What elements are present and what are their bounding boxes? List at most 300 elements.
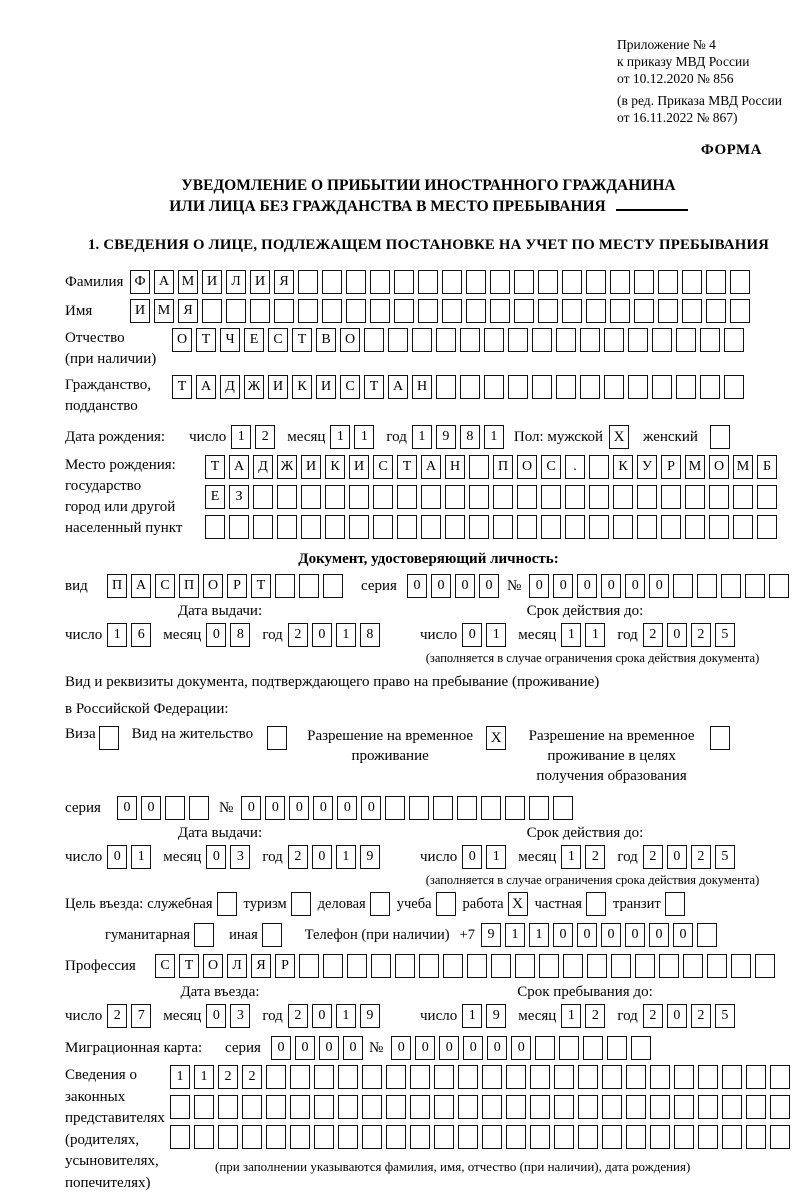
form-cell[interactable]: Д [253, 455, 273, 479]
form-cell[interactable]: 1 [505, 923, 525, 947]
form-cell[interactable] [397, 515, 417, 539]
form-cell[interactable] [397, 485, 417, 509]
form-cell[interactable]: С [155, 574, 175, 598]
form-cell[interactable] [458, 1065, 478, 1089]
form-cell[interactable]: 1 [561, 1004, 581, 1028]
form-cell[interactable]: 0 [649, 574, 669, 598]
form-cell[interactable] [322, 270, 342, 294]
form-cell[interactable] [275, 574, 295, 598]
form-cell[interactable] [505, 796, 525, 820]
form-cell[interactable]: 0 [206, 1004, 226, 1028]
form-cell[interactable] [226, 299, 246, 323]
form-cell[interactable]: П [107, 574, 127, 598]
form-cell[interactable] [314, 1125, 334, 1149]
form-cell[interactable] [466, 299, 486, 323]
form-cell[interactable]: Я [178, 299, 198, 323]
form-cell[interactable]: 1 [354, 425, 374, 449]
form-cell[interactable] [484, 375, 504, 399]
form-cell[interactable] [650, 1095, 670, 1119]
form-cell[interactable] [434, 1095, 454, 1119]
form-cell[interactable]: 1 [330, 425, 350, 449]
form-cell[interactable]: 2 [585, 1004, 605, 1028]
form-cell[interactable] [733, 515, 753, 539]
form-cell[interactable] [709, 485, 729, 509]
form-cell[interactable] [421, 485, 441, 509]
form-cell[interactable]: 2 [288, 845, 308, 869]
form-cell[interactable]: 8 [360, 623, 380, 647]
form-cell[interactable] [371, 954, 391, 978]
form-cell[interactable] [394, 299, 414, 323]
form-cell[interactable] [530, 1065, 550, 1089]
form-cell[interactable]: Л [227, 954, 247, 978]
form-cell[interactable] [556, 328, 576, 352]
form-cell[interactable] [205, 515, 225, 539]
form-cell[interactable]: 0 [312, 623, 332, 647]
form-cell[interactable]: 0 [673, 923, 693, 947]
form-cell[interactable] [362, 1095, 382, 1119]
form-cell[interactable] [658, 270, 678, 294]
form-cell[interactable] [298, 299, 318, 323]
form-cell[interactable]: 0 [479, 574, 499, 598]
form-cell[interactable]: К [292, 375, 312, 399]
form-cell[interactable]: 1 [194, 1065, 214, 1089]
form-cell[interactable] [506, 1125, 526, 1149]
form-cell[interactable] [721, 574, 741, 598]
form-cell[interactable] [746, 1095, 766, 1119]
form-cell[interactable]: 0 [141, 796, 161, 820]
form-cell[interactable]: Т [179, 954, 199, 978]
form-cell[interactable]: М [685, 455, 705, 479]
purpose-humanitarian-checkbox[interactable] [194, 923, 214, 947]
form-cell[interactable] [532, 328, 552, 352]
form-cell[interactable] [410, 1125, 430, 1149]
form-cell[interactable]: Я [251, 954, 271, 978]
form-cell[interactable]: 8 [230, 623, 250, 647]
form-cell[interactable]: 2 [107, 1004, 127, 1028]
form-cell[interactable]: 0 [271, 1036, 291, 1060]
form-cell[interactable] [565, 485, 585, 509]
form-cell[interactable]: 2 [288, 623, 308, 647]
form-cell[interactable]: О [709, 455, 729, 479]
form-cell[interactable] [707, 954, 727, 978]
form-cell[interactable] [602, 1095, 622, 1119]
form-cell[interactable] [347, 954, 367, 978]
form-cell[interactable]: Н [412, 375, 432, 399]
form-cell[interactable] [554, 1125, 574, 1149]
form-cell[interactable] [514, 299, 534, 323]
form-cell[interactable] [746, 1065, 766, 1089]
form-cell[interactable] [722, 1095, 742, 1119]
form-cell[interactable]: И [301, 455, 321, 479]
form-cell[interactable]: 0 [312, 1004, 332, 1028]
form-cell[interactable] [443, 954, 463, 978]
form-cell[interactable] [661, 485, 681, 509]
purpose-business-checkbox[interactable] [370, 892, 390, 916]
form-cell[interactable] [325, 485, 345, 509]
form-cell[interactable] [553, 796, 573, 820]
form-cell[interactable] [469, 455, 489, 479]
form-cell[interactable] [562, 299, 582, 323]
form-cell[interactable]: 0 [295, 1036, 315, 1060]
form-cell[interactable] [481, 796, 501, 820]
form-cell[interactable] [325, 515, 345, 539]
form-cell[interactable] [436, 375, 456, 399]
form-cell[interactable] [386, 1095, 406, 1119]
form-cell[interactable]: 1 [336, 1004, 356, 1028]
form-cell[interactable]: 0 [667, 1004, 687, 1028]
form-cell[interactable] [395, 954, 415, 978]
form-cell[interactable]: Т [364, 375, 384, 399]
form-cell[interactable] [362, 1125, 382, 1149]
form-cell[interactable] [746, 1125, 766, 1149]
form-cell[interactable]: 0 [415, 1036, 435, 1060]
form-cell[interactable] [610, 299, 630, 323]
form-cell[interactable] [242, 1125, 262, 1149]
form-cell[interactable]: 1 [529, 923, 549, 947]
form-cell[interactable] [652, 328, 672, 352]
form-cell[interactable] [170, 1125, 190, 1149]
form-cell[interactable]: 0 [487, 1036, 507, 1060]
form-cell[interactable] [314, 1065, 334, 1089]
form-cell[interactable] [467, 954, 487, 978]
form-cell[interactable] [556, 375, 576, 399]
form-cell[interactable]: 2 [585, 845, 605, 869]
form-cell[interactable] [370, 299, 390, 323]
form-cell[interactable] [508, 328, 528, 352]
form-cell[interactable] [469, 485, 489, 509]
form-cell[interactable] [322, 299, 342, 323]
form-cell[interactable]: 0 [407, 574, 427, 598]
form-cell[interactable]: М [154, 299, 174, 323]
form-cell[interactable]: 0 [241, 796, 261, 820]
form-cell[interactable] [628, 375, 648, 399]
form-cell[interactable] [676, 375, 696, 399]
form-cell[interactable]: Р [227, 574, 247, 598]
form-cell[interactable] [385, 796, 405, 820]
form-cell[interactable]: О [203, 574, 223, 598]
form-cell[interactable] [770, 1095, 790, 1119]
form-cell[interactable]: 2 [288, 1004, 308, 1028]
form-cell[interactable] [362, 1065, 382, 1089]
form-cell[interactable]: 2 [691, 623, 711, 647]
purpose-other-checkbox[interactable] [262, 923, 282, 947]
form-cell[interactable]: 0 [319, 1036, 339, 1060]
form-cell[interactable] [532, 375, 552, 399]
purpose-private-checkbox[interactable] [586, 892, 606, 916]
form-cell[interactable] [650, 1125, 670, 1149]
form-cell[interactable]: К [613, 455, 633, 479]
form-cell[interactable] [410, 1095, 430, 1119]
form-cell[interactable]: 1 [486, 845, 506, 869]
form-cell[interactable] [490, 270, 510, 294]
form-cell[interactable]: П [179, 574, 199, 598]
form-cell[interactable]: Т [292, 328, 312, 352]
form-cell[interactable]: Т [196, 328, 216, 352]
form-cell[interactable] [418, 299, 438, 323]
form-cell[interactable] [683, 954, 703, 978]
form-cell[interactable]: 0 [455, 574, 475, 598]
purpose-official-checkbox[interactable] [217, 892, 237, 916]
form-cell[interactable]: 0 [462, 845, 482, 869]
option-visa-checkbox[interactable] [99, 726, 119, 750]
form-cell[interactable]: С [268, 328, 288, 352]
form-cell[interactable]: 0 [391, 1036, 411, 1060]
form-cell[interactable]: 5 [715, 845, 735, 869]
sex-male-checkbox[interactable]: X [609, 425, 629, 449]
form-cell[interactable]: 0 [265, 796, 285, 820]
form-cell[interactable] [194, 1125, 214, 1149]
form-cell[interactable] [745, 574, 765, 598]
form-cell[interactable] [457, 796, 477, 820]
form-cell[interactable] [229, 515, 249, 539]
form-cell[interactable]: И [130, 299, 150, 323]
form-cell[interactable] [482, 1125, 502, 1149]
form-cell[interactable] [274, 299, 294, 323]
form-cell[interactable]: 1 [131, 845, 151, 869]
form-cell[interactable] [602, 1125, 622, 1149]
form-cell[interactable]: Е [205, 485, 225, 509]
form-cell[interactable] [637, 515, 657, 539]
form-cell[interactable]: О [172, 328, 192, 352]
form-cell[interactable]: Ж [244, 375, 264, 399]
form-cell[interactable]: А [131, 574, 151, 598]
form-cell[interactable]: Л [226, 270, 246, 294]
form-cell[interactable] [418, 270, 438, 294]
form-cell[interactable] [535, 1036, 555, 1060]
form-cell[interactable] [610, 270, 630, 294]
form-cell[interactable]: Т [251, 574, 271, 598]
form-cell[interactable] [697, 574, 717, 598]
form-cell[interactable] [165, 796, 185, 820]
form-cell[interactable]: Т [172, 375, 192, 399]
form-cell[interactable] [364, 328, 384, 352]
form-cell[interactable] [722, 1125, 742, 1149]
form-cell[interactable]: 8 [460, 425, 480, 449]
form-cell[interactable] [466, 270, 486, 294]
form-cell[interactable] [290, 1095, 310, 1119]
option-temp-residence-checkbox[interactable]: X [486, 726, 506, 750]
form-cell[interactable] [676, 328, 696, 352]
form-cell[interactable]: 0 [463, 1036, 483, 1060]
form-cell[interactable]: 0 [625, 574, 645, 598]
form-cell[interactable]: 0 [553, 923, 573, 947]
form-cell[interactable]: О [203, 954, 223, 978]
form-cell[interactable]: 0 [117, 796, 137, 820]
form-cell[interactable] [631, 1036, 651, 1060]
form-cell[interactable]: 0 [553, 574, 573, 598]
form-cell[interactable]: 0 [649, 923, 669, 947]
form-cell[interactable] [189, 796, 209, 820]
form-cell[interactable] [530, 1095, 550, 1119]
form-cell[interactable]: З [229, 485, 249, 509]
form-cell[interactable]: 0 [511, 1036, 531, 1060]
form-cell[interactable] [314, 1095, 334, 1119]
form-cell[interactable]: И [349, 455, 369, 479]
form-cell[interactable] [682, 270, 702, 294]
form-cell[interactable] [506, 1065, 526, 1089]
option-residence-permit-checkbox[interactable] [267, 726, 287, 750]
form-cell[interactable] [554, 1065, 574, 1089]
form-cell[interactable] [349, 515, 369, 539]
form-cell[interactable]: 0 [107, 845, 127, 869]
form-cell[interactable] [539, 954, 559, 978]
form-cell[interactable] [266, 1095, 286, 1119]
form-cell[interactable] [301, 515, 321, 539]
form-cell[interactable] [709, 515, 729, 539]
form-cell[interactable] [589, 455, 609, 479]
form-cell[interactable] [589, 515, 609, 539]
form-cell[interactable]: Е [244, 328, 264, 352]
form-cell[interactable] [442, 299, 462, 323]
form-cell[interactable]: 0 [313, 796, 333, 820]
form-cell[interactable] [290, 1065, 310, 1089]
form-cell[interactable] [409, 796, 429, 820]
form-cell[interactable]: Ж [277, 455, 297, 479]
form-cell[interactable]: 2 [643, 1004, 663, 1028]
form-cell[interactable]: 0 [667, 845, 687, 869]
form-cell[interactable] [218, 1125, 238, 1149]
form-cell[interactable]: Т [397, 455, 417, 479]
form-cell[interactable]: 2 [691, 845, 711, 869]
form-cell[interactable] [724, 328, 744, 352]
form-cell[interactable] [484, 328, 504, 352]
form-cell[interactable]: 0 [361, 796, 381, 820]
purpose-study-checkbox[interactable] [436, 892, 456, 916]
form-cell[interactable]: Р [275, 954, 295, 978]
form-cell[interactable] [346, 299, 366, 323]
form-cell[interactable]: 1 [484, 425, 504, 449]
form-cell[interactable] [586, 270, 606, 294]
form-cell[interactable]: У [637, 455, 657, 479]
form-cell[interactable]: 0 [577, 574, 597, 598]
form-cell[interactable] [730, 270, 750, 294]
option-temp-residence-education-checkbox[interactable] [710, 726, 730, 750]
form-cell[interactable]: 0 [289, 796, 309, 820]
form-cell[interactable]: 5 [715, 623, 735, 647]
form-cell[interactable] [194, 1095, 214, 1119]
form-cell[interactable] [508, 375, 528, 399]
form-cell[interactable] [346, 270, 366, 294]
form-cell[interactable] [770, 1125, 790, 1149]
form-cell[interactable]: 1 [561, 845, 581, 869]
form-cell[interactable]: Я [274, 270, 294, 294]
form-cell[interactable] [586, 299, 606, 323]
form-cell[interactable]: О [340, 328, 360, 352]
form-cell[interactable]: В [316, 328, 336, 352]
form-cell[interactable] [253, 515, 273, 539]
form-cell[interactable] [529, 796, 549, 820]
form-cell[interactable] [698, 1065, 718, 1089]
form-cell[interactable] [682, 299, 702, 323]
form-cell[interactable]: О [517, 455, 537, 479]
form-cell[interactable] [538, 270, 558, 294]
form-cell[interactable] [323, 954, 343, 978]
form-cell[interactable] [634, 270, 654, 294]
form-cell[interactable] [433, 796, 453, 820]
form-cell[interactable] [218, 1095, 238, 1119]
form-cell[interactable] [674, 1095, 694, 1119]
form-cell[interactable]: . [565, 455, 585, 479]
form-cell[interactable] [517, 515, 537, 539]
form-cell[interactable] [386, 1125, 406, 1149]
form-cell[interactable]: А [229, 455, 249, 479]
form-cell[interactable] [685, 515, 705, 539]
form-cell[interactable] [634, 299, 654, 323]
form-cell[interactable]: 2 [643, 845, 663, 869]
form-cell[interactable] [460, 375, 480, 399]
form-cell[interactable] [673, 574, 693, 598]
form-cell[interactable]: С [155, 954, 175, 978]
form-cell[interactable] [578, 1125, 598, 1149]
form-cell[interactable] [554, 1095, 574, 1119]
form-cell[interactable] [613, 515, 633, 539]
form-cell[interactable] [698, 1095, 718, 1119]
form-cell[interactable] [410, 1065, 430, 1089]
form-cell[interactable] [626, 1065, 646, 1089]
form-cell[interactable]: 1 [107, 623, 127, 647]
form-cell[interactable] [412, 328, 432, 352]
form-cell[interactable] [589, 485, 609, 509]
form-cell[interactable] [460, 328, 480, 352]
form-cell[interactable] [580, 328, 600, 352]
form-cell[interactable] [349, 485, 369, 509]
form-cell[interactable] [722, 1065, 742, 1089]
form-cell[interactable]: И [316, 375, 336, 399]
form-cell[interactable] [602, 1065, 622, 1089]
form-cell[interactable]: 0 [431, 574, 451, 598]
form-cell[interactable] [373, 485, 393, 509]
form-cell[interactable] [674, 1065, 694, 1089]
form-cell[interactable] [493, 485, 513, 509]
form-cell[interactable]: Ф [130, 270, 150, 294]
form-cell[interactable]: 1 [412, 425, 432, 449]
form-cell[interactable] [580, 375, 600, 399]
form-cell[interactable] [445, 515, 465, 539]
form-cell[interactable] [730, 299, 750, 323]
form-cell[interactable] [434, 1065, 454, 1089]
form-cell[interactable]: 0 [462, 623, 482, 647]
form-cell[interactable] [700, 375, 720, 399]
form-cell[interactable] [469, 515, 489, 539]
purpose-work-checkbox[interactable]: X [508, 892, 528, 916]
form-cell[interactable] [578, 1065, 598, 1089]
form-cell[interactable]: А [154, 270, 174, 294]
form-cell[interactable] [733, 485, 753, 509]
form-cell[interactable]: А [196, 375, 216, 399]
form-cell[interactable] [482, 1095, 502, 1119]
form-cell[interactable] [697, 923, 717, 947]
form-cell[interactable] [613, 485, 633, 509]
form-cell[interactable] [604, 375, 624, 399]
form-cell[interactable] [706, 299, 726, 323]
form-cell[interactable] [250, 299, 270, 323]
form-cell[interactable] [490, 299, 510, 323]
form-cell[interactable] [442, 270, 462, 294]
form-cell[interactable]: 0 [577, 923, 597, 947]
form-cell[interactable] [607, 1036, 627, 1060]
form-cell[interactable] [394, 270, 414, 294]
form-cell[interactable] [731, 954, 751, 978]
form-cell[interactable] [299, 954, 319, 978]
form-cell[interactable]: М [178, 270, 198, 294]
form-cell[interactable] [578, 1095, 598, 1119]
form-cell[interactable] [659, 954, 679, 978]
form-cell[interactable]: П [493, 455, 513, 479]
form-cell[interactable]: 1 [561, 623, 581, 647]
form-cell[interactable] [338, 1065, 358, 1089]
form-cell[interactable]: 6 [131, 623, 151, 647]
form-cell[interactable]: 0 [206, 845, 226, 869]
